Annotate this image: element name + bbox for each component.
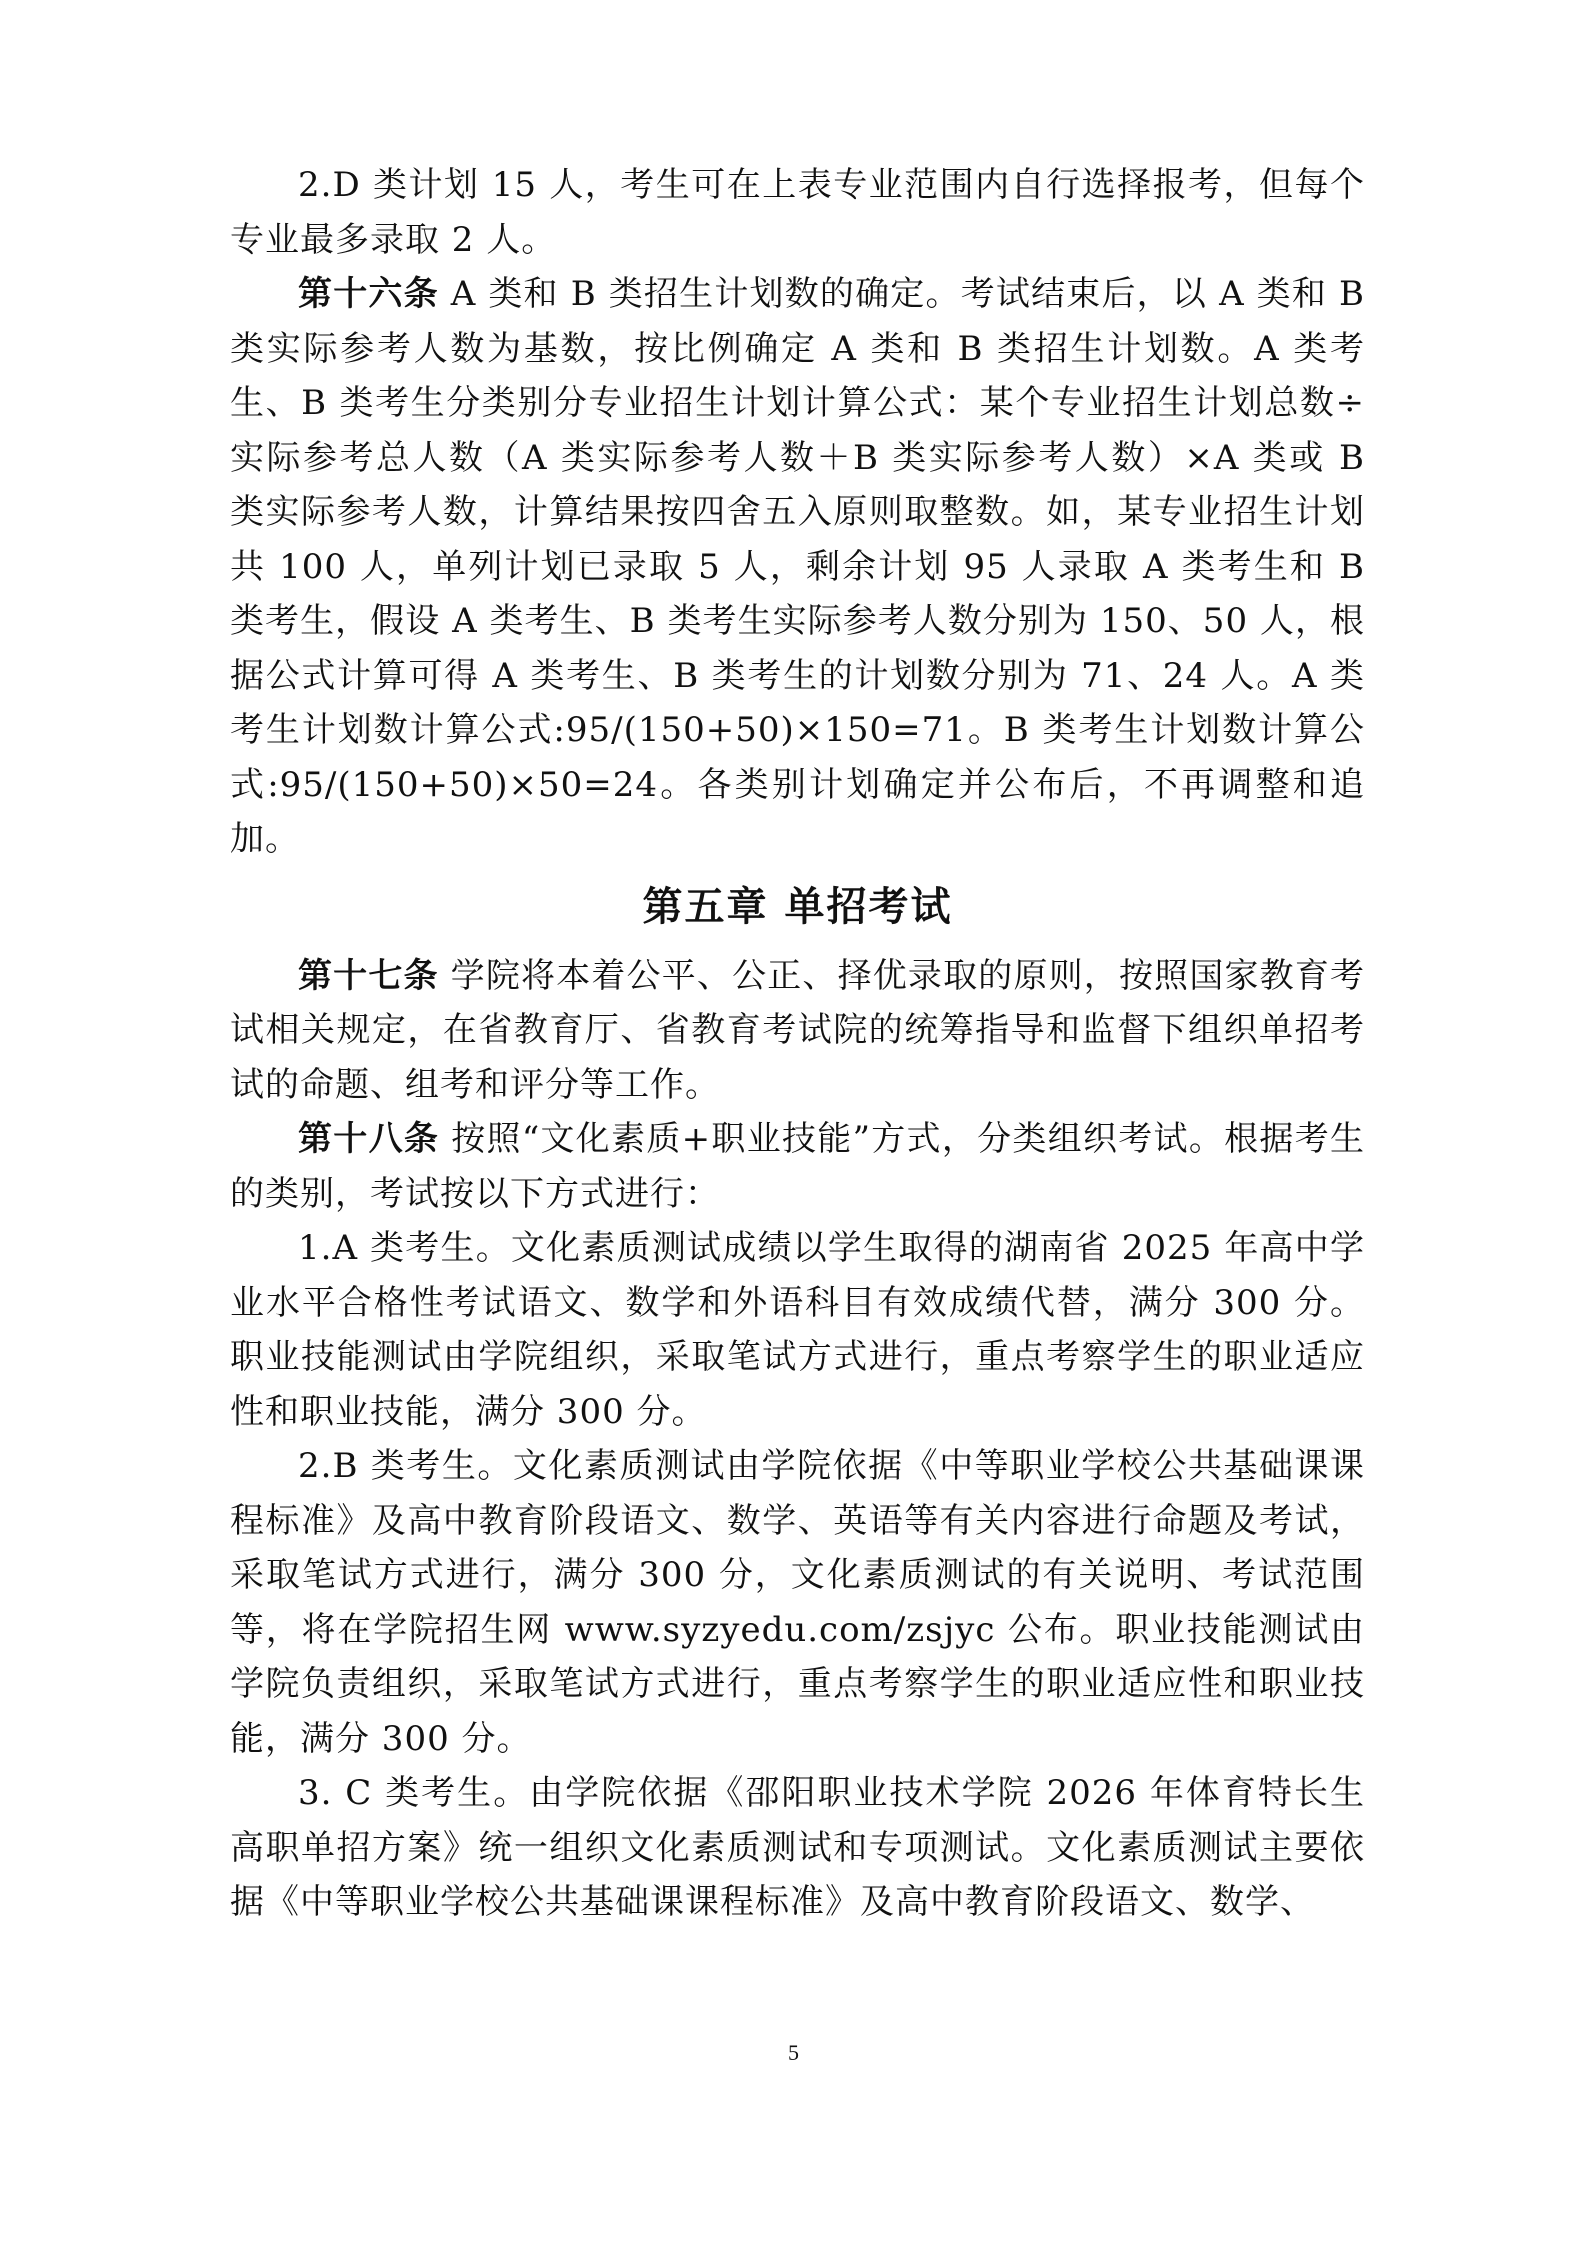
article-heading: 第十七条 <box>298 955 439 996</box>
paragraph-text: A 类和 B 类招生计划数的确定。考试结束后，以 A 类和 B 类实际参考人数为基数，按比例确定 A 类和 B 类招生计划数。A 类考生、B 类考生分类别分专业招生计划计算公式：某个专业招生计划总数÷实际参考总人数（A 类实际参考人数＋B 类实际参考人数）×A 类或 B 类实际参考人数，计算结果按四舍五入原则取整数。如，某专业招生计划共 100 人，单列计划已录取 5 人，剩余计划 95 人录取 A 类考生和 B 类考生，假设 A 类考生、B 类考生实际参考人数分别为 150、50 人，根据公式计算可得 A 类考生、B 类考生的计划数分别为 71、24 人。A 类考生计划数计算公式:95/(150+50)×150=71。B 类考生计划数计算公式:95/(150+50)×50=24。各类别计划确定并公布后，不再调整和追加。 <box>230 274 1366 859</box>
page-number: 5 <box>788 2040 799 2065</box>
paragraph-text: 3. C 类考生。由学院依据《邵阳职业技术学院 2026 年体育特长生高职单招方案》统一组织文化素质测试和专项测试。文化素质测试主要依据《中等职业学校公共基础课课程标准》及高中教育阶段语文、数学、 <box>230 1773 1365 1922</box>
document-body <box>230 158 1365 1930</box>
paragraph-text: 2.B 类考生。文化素质测试由学院依据《中等职业学校公共基础课课程标准》及高中教育阶段语文、数学、英语等有关内容进行命题及考试，采取笔试方式进行，满分 300 分，文化素质测试的有关说明、考试范围等，将在学院招生网 www.syzyedu.com/zsjyc 公布。职业技能测试由学院负责组织，采取笔试方式进行，重点考察学生的职业适应性和职业技能，满分 300 分。 <box>230 1446 1365 1759</box>
article-heading: 第十六条 <box>298 274 439 314</box>
paragraph-article-18 <box>230 1112 1365 1221</box>
paragraph-b-class <box>230 1439 1365 1766</box>
paragraph-text: 1.A 类考生。文化素质测试成绩以学生取得的湖南省 2025 年高中学业水平合格性考试语文、数学和外语科目有效成绩代替，满分 300 分。职业技能测试由学院组织，采取笔试方式进行，重点考察学生的职业适应性和职业技能，满分 300 分。 <box>230 1228 1365 1432</box>
paragraph-article-16 <box>230 267 1365 867</box>
paragraph-text: 学院将本着公平、公正、择优录取的原则，按照国家教育考试相关规定，在省教育厅、省教育考试院的统筹指导和监督下组织单招考试的命题、组考和评分等工作。 <box>230 955 1366 1105</box>
paragraph-article-17 <box>230 949 1365 1113</box>
paragraph-text: 按照“文化素质+职业技能”方式，分类组织考试。根据考生的类别，考试按以下方式进行： <box>230 1119 1365 1214</box>
paragraph-c-class <box>230 1766 1365 1930</box>
chapter-title: 第五章 单招考试 <box>642 883 953 930</box>
paragraph-text: 2.D 类计划 15 人，考生可在上表专业范围内自行选择报考，但每个专业最多录取 2 人。 <box>230 165 1365 260</box>
paragraph-a-class <box>230 1221 1365 1439</box>
paragraph-d-class-plan <box>230 158 1365 267</box>
article-heading: 第十八条 <box>298 1119 440 1159</box>
